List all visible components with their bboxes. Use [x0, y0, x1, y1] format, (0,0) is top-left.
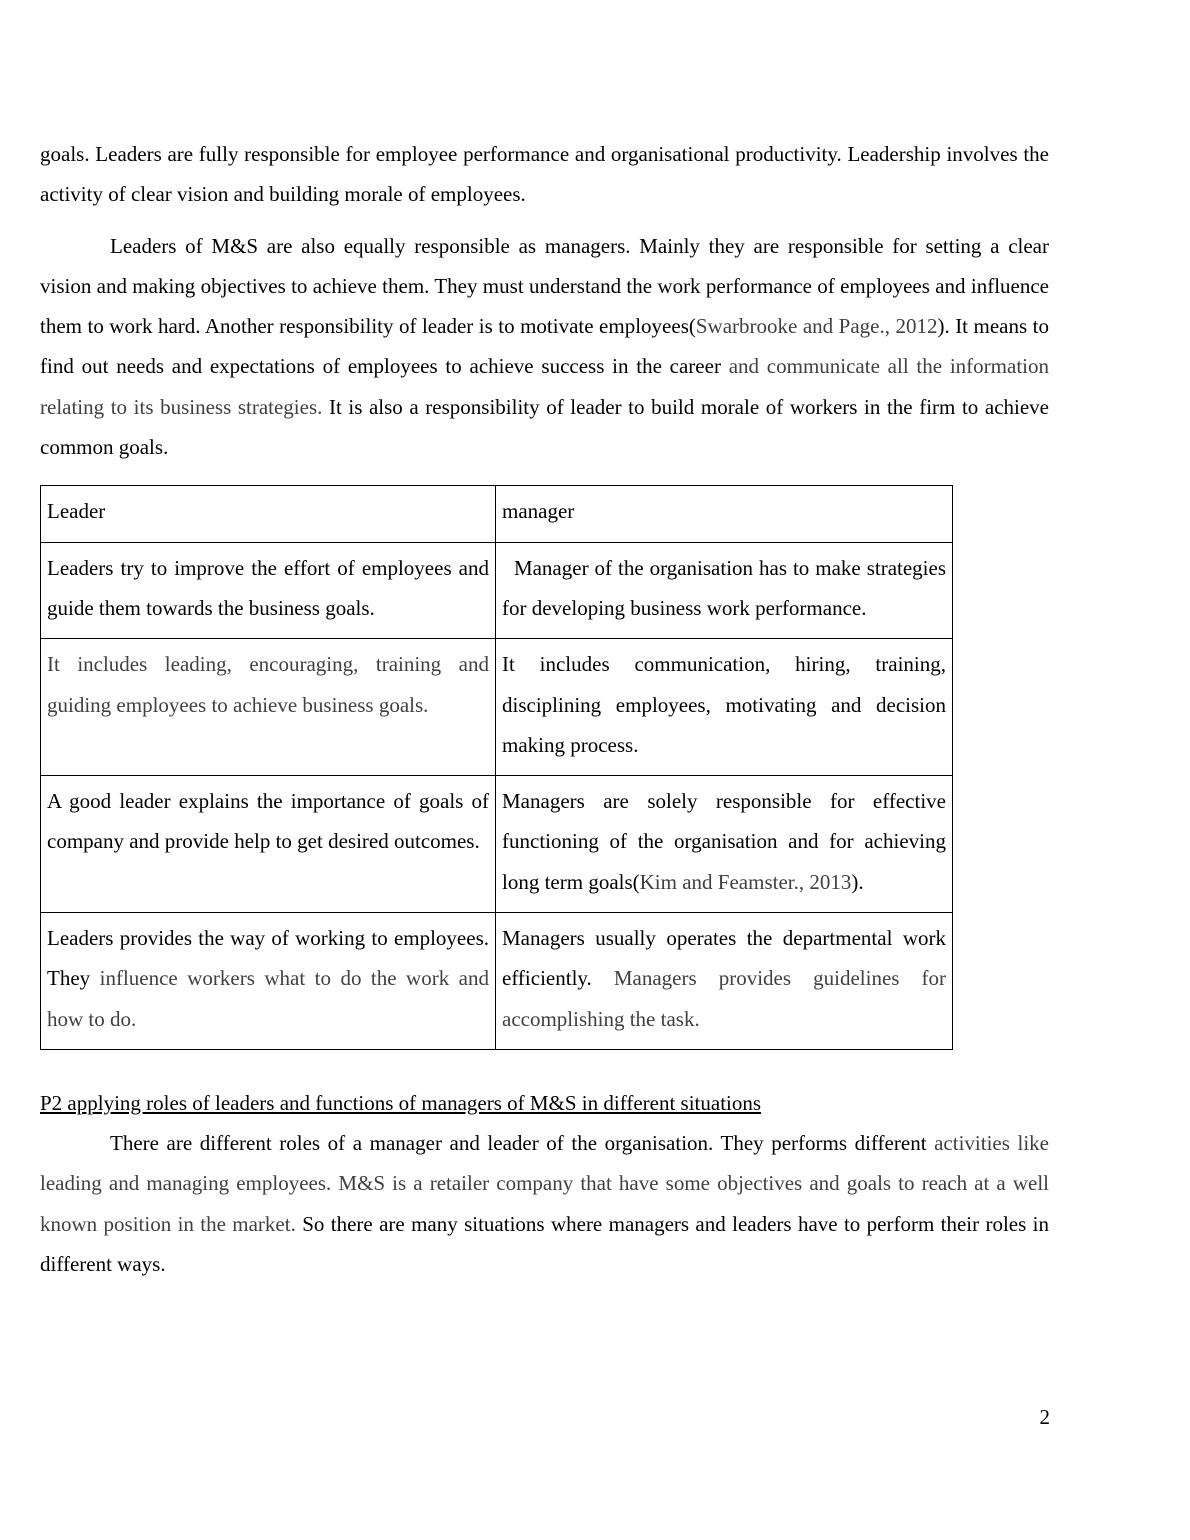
cell-manager: [496, 913, 953, 1050]
leaders-text-4: It is also a responsibility of leader to build morale of workers in the firm to achieve common goals.: [40, 394, 1049, 460]
table-row: [41, 776, 953, 913]
table-row: [41, 913, 953, 1050]
citation: Swarbrooke and Page., 2012: [695, 314, 938, 339]
cell-manager: It includes communication, hiring, training, disciplining employees, motivating and decision making process.: [496, 639, 953, 776]
intro-paragraph: goals. Leaders are fully responsible for employee performance and organisational productivity. Leadership involves the activity of clear vision and building morale of employees.: [40, 142, 1049, 207]
page-number: 2: [1039, 1405, 1050, 1429]
cell-text: Leaders provides the way of working to employees. They: [47, 926, 489, 991]
table-row: [41, 639, 953, 776]
citation: Kim and Feamster., 2013: [639, 869, 852, 894]
table-row: [41, 542, 953, 639]
document-page: [40, 134, 1049, 1284]
header-manager: manager: [496, 486, 953, 542]
section-text-3: So there are many situations where managers and leaders have to perform their roles in different ways.: [40, 1211, 1049, 1276]
leaders-paragraph: [40, 226, 1049, 468]
section-text-2: activities like leading and managing employees. M&S is a retailer company that have some objectives and goals to reach at a well known position in the market.: [40, 1130, 1049, 1236]
leaders-text-2: ). It means to find out needs and expectations of employees to achieve success in the career: [40, 314, 1049, 379]
cell-text: ).: [851, 869, 864, 894]
section-text-1: There are different roles of a manager and leader of the organisation. They performs different: [110, 1130, 935, 1155]
cell-leader: Leaders try to improve the effort of employees and guide them towards the business goals.: [41, 542, 496, 639]
cell-manager: [496, 776, 953, 913]
comparison-table: [40, 485, 953, 1050]
cell-text: Managers provides guidelines for accomplishing the task.: [502, 966, 946, 1031]
cell-text: influence workers what to do the work and how to do.: [47, 966, 489, 1031]
leaders-text-3: and communicate all the information relating to its business strategies.: [40, 354, 1049, 419]
header-leader: Leader: [41, 486, 496, 542]
leaders-text-1: Leaders of M&S are also equally responsible as managers. Mainly they are responsible for setting a clear vision and making objectives to achieve them. They must understand the work performance of employees and influence them to work hard. Another responsibility of leader is to motivate employees(: [40, 233, 1049, 339]
section-heading: P2 applying roles of leaders and functions of managers of M&S in different situations: [40, 1090, 762, 1115]
cell-leader: [41, 913, 496, 1050]
cell-leader: It includes leading, encouraging, training and guiding employees to achieve business goals.: [41, 639, 496, 776]
cell-text: Managers usually operates the departmental work efficiently.: [502, 926, 946, 991]
cell-manager: Manager of the organisation has to make strategies for developing business work performance.: [496, 542, 953, 639]
cell-leader: A good leader explains the importance of goals of company and provide help to get desired outcomes.: [41, 776, 496, 913]
cell-text: Managers are solely responsible for effective functioning of the organisation and for achieving long term goals(: [502, 789, 946, 894]
table-header-row: [41, 486, 953, 542]
section-paragraph: [40, 1123, 1049, 1284]
